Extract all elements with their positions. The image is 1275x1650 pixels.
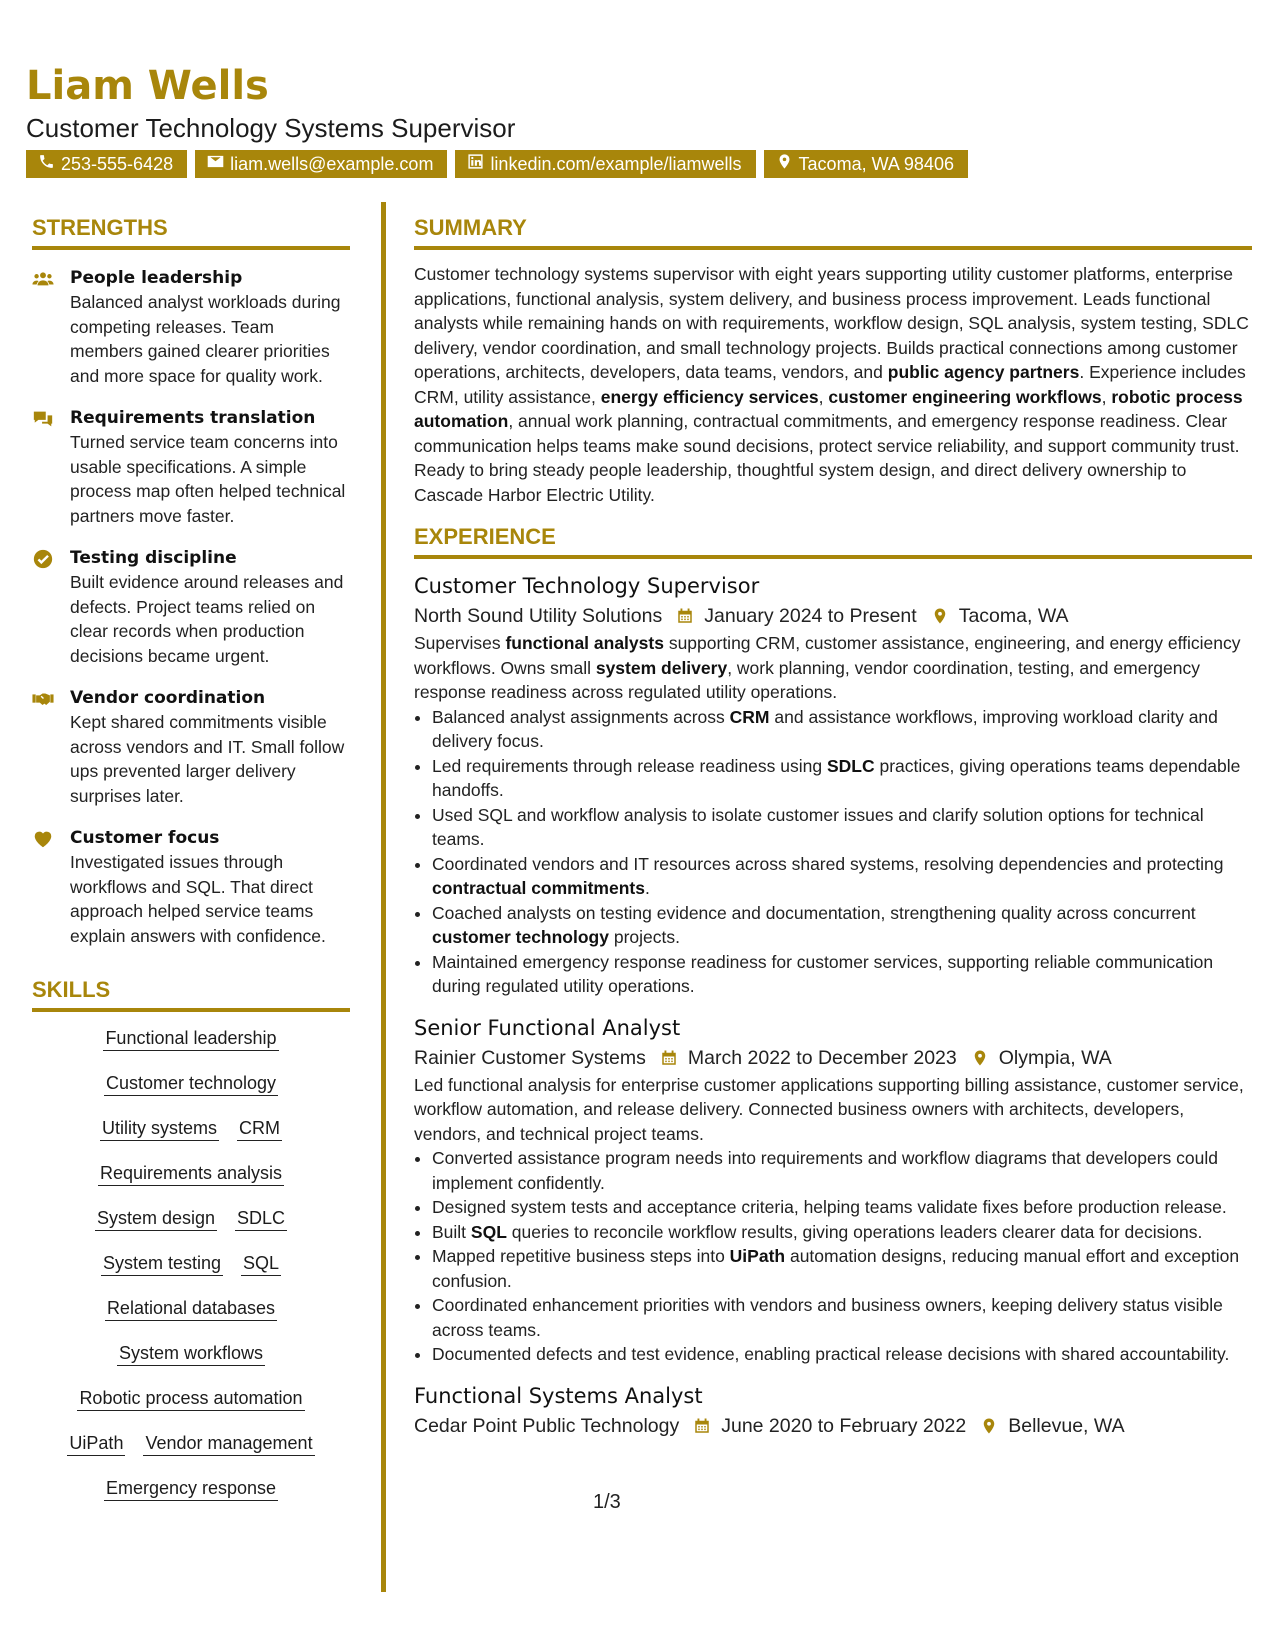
job-meta: [414, 601, 1252, 631]
phone-icon: [38, 150, 55, 178]
contact-linkedin[interactable]: [455, 150, 755, 178]
job-bullet-emphasis: UiPath: [729, 1246, 786, 1266]
calendar-icon: [676, 607, 694, 625]
job-bullet-text: projects.: [608, 927, 680, 947]
location-text: Tacoma, WA 98406: [798, 154, 954, 174]
job-bullet-text: Designed system tests and acceptance criteria, helping teams validate fixes before production release.: [432, 1197, 1227, 1217]
summary-heading: SUMMARY: [414, 214, 1252, 250]
skill-row: [32, 1251, 350, 1296]
job-dates: June 2020 to February 2022: [721, 1414, 967, 1437]
skill-tag: System design: [95, 1206, 217, 1231]
job-bullets: [414, 1146, 1252, 1367]
skill-row: [32, 1071, 350, 1116]
job-dates: March 2022 to December 2023: [687, 1046, 957, 1069]
job-bullet-text: Used SQL and workflow analysis to isolate customer issues and clarify solution options for technical teams.: [432, 804, 1204, 849]
job-bullet-text: automation designs, reducing manual effort and exception confusion.: [432, 1246, 1240, 1291]
email-text: liam.wells@example.com: [230, 154, 434, 174]
summary-emphasis: customer engineering workflows: [828, 386, 1102, 407]
summary-text: , annual work planning, contractual commitments, and emergency response readiness. Clear communication helps teams make sound decisions, protect service reliability, and support community trust. Ready to bring steady people leadership, thoughtful system design, and direct delivery ownership to Cascade Harbor Electric Utility.: [414, 411, 1240, 505]
skill-row: [32, 1296, 350, 1341]
skill-tag: System workflows: [117, 1341, 265, 1366]
skill-row: [32, 1161, 350, 1206]
map-pin-icon: [971, 1049, 989, 1067]
strength-item: [32, 406, 350, 528]
job-bullet: [432, 1342, 1252, 1367]
job-bullet-text: queries to reconcile workflow results, giving operations leaders clearer data for decisions.: [506, 1221, 1203, 1242]
skill-tag: Emergency response: [104, 1476, 278, 1501]
skill-row: [32, 1026, 350, 1071]
users-icon: [32, 266, 70, 388]
strength-item: [32, 546, 350, 668]
skill-row: [32, 1206, 350, 1251]
experience-list: [414, 571, 1252, 1441]
job-bullet-text: Built: [432, 1221, 471, 1242]
job-bullet-text: Led requirements through release readiness using: [432, 755, 827, 776]
job-description: [414, 631, 1252, 705]
skill-tag: Requirements analysis: [98, 1161, 284, 1186]
job-bullet: [432, 1195, 1252, 1220]
linkedin-text: linkedin.com/example/liamwells: [490, 154, 742, 174]
contact-bar: [26, 150, 1246, 178]
job-entry: [414, 1381, 1252, 1441]
strength-title: Customer focus: [70, 828, 220, 848]
phone-text: 253-555-6428: [61, 154, 174, 174]
job-description-text: Supervises: [414, 633, 506, 653]
strength-description: Investigated issues through workflows and SQL. That direct approach helped service teams explain answers with confidence.: [70, 852, 326, 946]
skill-tag: Relational databases: [105, 1296, 277, 1321]
job-title: Senior Functional Analyst: [414, 1015, 681, 1040]
map-pin-icon: [776, 150, 793, 178]
job-bullet: [432, 803, 1252, 852]
job-bullet-text: Coordinated vendors and IT resources across shared systems, resolving dependencies and protecting: [432, 853, 1224, 874]
job-company: Rainier Customer Systems: [414, 1046, 646, 1069]
skill-row: [32, 1341, 350, 1386]
skill-row: [32, 1116, 350, 1161]
strength-description: Turned service team concerns into usable specifications. A simple process map often helped technical partners move faster.: [70, 432, 346, 526]
job-bullet-emphasis: SDLC: [826, 755, 875, 776]
job-bullet-text: practices, giving operations teams dependable handoffs.: [432, 755, 1241, 800]
job-meta: [414, 1411, 1252, 1441]
job-bullet-text: Coordinated enhancement priorities with vendors and business owners, keeping delivery status visible across teams.: [432, 1295, 1223, 1340]
strength-title: Requirements translation: [70, 408, 316, 428]
strength-title: Vendor coordination: [70, 688, 266, 708]
job-bullet-emphasis: SQL: [470, 1221, 507, 1242]
linkedin-icon: [467, 150, 484, 178]
skill-tag: UiPath: [67, 1431, 125, 1456]
job-title: Functional Systems Analyst: [414, 1383, 703, 1408]
job-location: Bellevue, WA: [1008, 1414, 1125, 1437]
job-bullet: [432, 754, 1252, 803]
skill-tag: Customer technology: [104, 1071, 278, 1096]
job-bullet: [432, 901, 1252, 950]
right-column: [414, 214, 1252, 1441]
skill-row: [32, 1431, 350, 1476]
job-description-emphasis: functional analysts: [505, 633, 664, 653]
job-bullets: [414, 705, 1252, 999]
summary-emphasis: public agency partners: [887, 362, 1080, 382]
job-bullet-text: Coached analysts on testing evidence and documentation, strengthening quality across concurrent: [432, 902, 1196, 923]
strength-description: Kept shared commitments visible across vendors and IT. Small follow ups prevented larger delivery surprises later.: [70, 712, 345, 806]
job-description: [414, 1073, 1252, 1147]
job-bullet-text: Maintained emergency response readiness for customer services, supporting reliable communication during regulated utility operations.: [432, 951, 1214, 996]
skill-tag: Utility systems: [100, 1116, 219, 1141]
summary-emphasis: energy efficiency services: [600, 386, 819, 407]
job-bullet: [432, 852, 1252, 901]
calendar-icon: [693, 1417, 711, 1435]
job-bullet-text: Converted assistance program needs into requirements and workflow diagrams that developers could implement confidently.: [432, 1148, 1218, 1193]
skill-tag: SQL: [241, 1251, 281, 1276]
strength-item: [32, 826, 350, 948]
summary-text: ,: [1101, 386, 1112, 407]
heart-icon: [32, 826, 70, 948]
strength-item: [32, 266, 350, 388]
job-bullet-emphasis: CRM: [729, 706, 770, 727]
job-bullet: [432, 705, 1252, 754]
summary-text: ,: [818, 386, 829, 407]
job-company: Cedar Point Public Technology: [414, 1414, 680, 1437]
strengths-heading: STRENGTHS: [32, 214, 350, 250]
job-title: Customer Technology Supervisor: [414, 574, 760, 598]
skill-tag: System testing: [101, 1251, 223, 1276]
job-bullet: [432, 1220, 1252, 1245]
job-bullet: [432, 1293, 1252, 1342]
contact-email[interactable]: [195, 150, 447, 178]
job-bullet-text: and assistance workflows, improving workload clarity and delivery focus.: [432, 706, 1218, 751]
summary-text: Customer technology systems supervisor with eight years supporting utility customer platforms, enterprise applications, functional analysis, system delivery, and business process improvement. Leads functional analysts while remaining hands on with requirements, workflow design, SQL analysis, system testing, SDLC delivery, vendor coordination, and small technology projects. Builds practical connections among customer operations, architects, developers, data teams, vendors, and: [414, 264, 1249, 382]
job-bullet: [432, 950, 1252, 999]
calendar-icon: [660, 1049, 678, 1067]
skill-tag: CRM: [237, 1116, 282, 1141]
handshake-icon: [32, 686, 70, 808]
job-location: Tacoma, WA: [958, 605, 1069, 627]
candidate-name: Liam Wells: [26, 63, 269, 109]
candidate-title: Customer Technology Systems Supervisor: [26, 113, 516, 143]
job-description-emphasis: system delivery: [595, 657, 728, 678]
job-description-text: Led functional analysis for enterprise customer applications supporting billing assistance, customer service, workflow automation, and release delivery. Connected business owners with architects, developers, vendors, and technical project teams.: [414, 1074, 1244, 1144]
skill-tag: SDLC: [235, 1206, 287, 1231]
job-meta: [414, 1043, 1252, 1073]
summary-emphasis: robotic process automation: [414, 386, 1243, 431]
resume-header: [26, 60, 1246, 178]
skill-row: [32, 1386, 350, 1431]
job-bullet-emphasis: customer technology: [432, 927, 609, 947]
job-dates: January 2024 to Present: [704, 605, 917, 627]
job-bullet-text: .: [644, 878, 650, 898]
skill-row: [32, 1476, 350, 1521]
page-number: 1/3: [593, 1491, 621, 1513]
job-location: Olympia, WA: [998, 1046, 1112, 1069]
job-entry: [414, 1013, 1252, 1367]
summary-text: [414, 262, 1252, 507]
left-column: [32, 214, 350, 1521]
skill-tag: Robotic process automation: [77, 1386, 304, 1411]
job-entry: [414, 571, 1252, 999]
skill-tag: Vendor management: [143, 1431, 314, 1456]
skills-heading: SKILLS: [32, 976, 350, 1012]
strength-description: Balanced analyst workloads during competing releases. Team members gained clearer priorities and more space for quality work.: [70, 292, 341, 386]
job-bullet-text: Documented defects and test evidence, enabling practical release decisions with shared accountability.: [432, 1344, 1230, 1364]
strength-item: [32, 686, 350, 808]
job-description-text: supporting CRM, customer assistance, engineering, and energy efficiency workflows. Owns small: [414, 633, 1241, 678]
strength-description: Built evidence around releases and defects. Project teams relied on clear records when production decisions became urgent.: [70, 572, 344, 666]
job-bullet: [432, 1244, 1252, 1293]
contact-location: [764, 150, 968, 178]
check-circle-icon: [32, 546, 70, 668]
contact-phone[interactable]: [26, 150, 187, 178]
job-bullet: [432, 1146, 1252, 1195]
envelope-icon: [207, 150, 224, 178]
map-pin-icon: [980, 1417, 998, 1435]
comments-icon: [32, 406, 70, 528]
job-bullet-emphasis: contractual commitments: [432, 878, 645, 898]
column-divider: [381, 202, 386, 1592]
skill-tag: Functional leadership: [103, 1026, 278, 1051]
job-company: North Sound Utility Solutions: [414, 605, 663, 627]
experience-heading: EXPERIENCE: [414, 523, 1252, 559]
job-description-text: , work planning, vendor coordination, testing, and emergency response readiness across regulated utility operations.: [414, 657, 1200, 702]
strength-title: Testing discipline: [70, 548, 237, 568]
summary-text: . Experience includes CRM, utility assistance,: [414, 362, 1246, 407]
job-bullet-text: Mapped repetitive business steps into: [432, 1246, 730, 1266]
strength-title: People leadership: [70, 268, 243, 288]
skills-list: [32, 1026, 350, 1521]
job-bullet-text: Balanced analyst assignments across: [432, 706, 730, 727]
map-pin-icon: [931, 607, 949, 625]
